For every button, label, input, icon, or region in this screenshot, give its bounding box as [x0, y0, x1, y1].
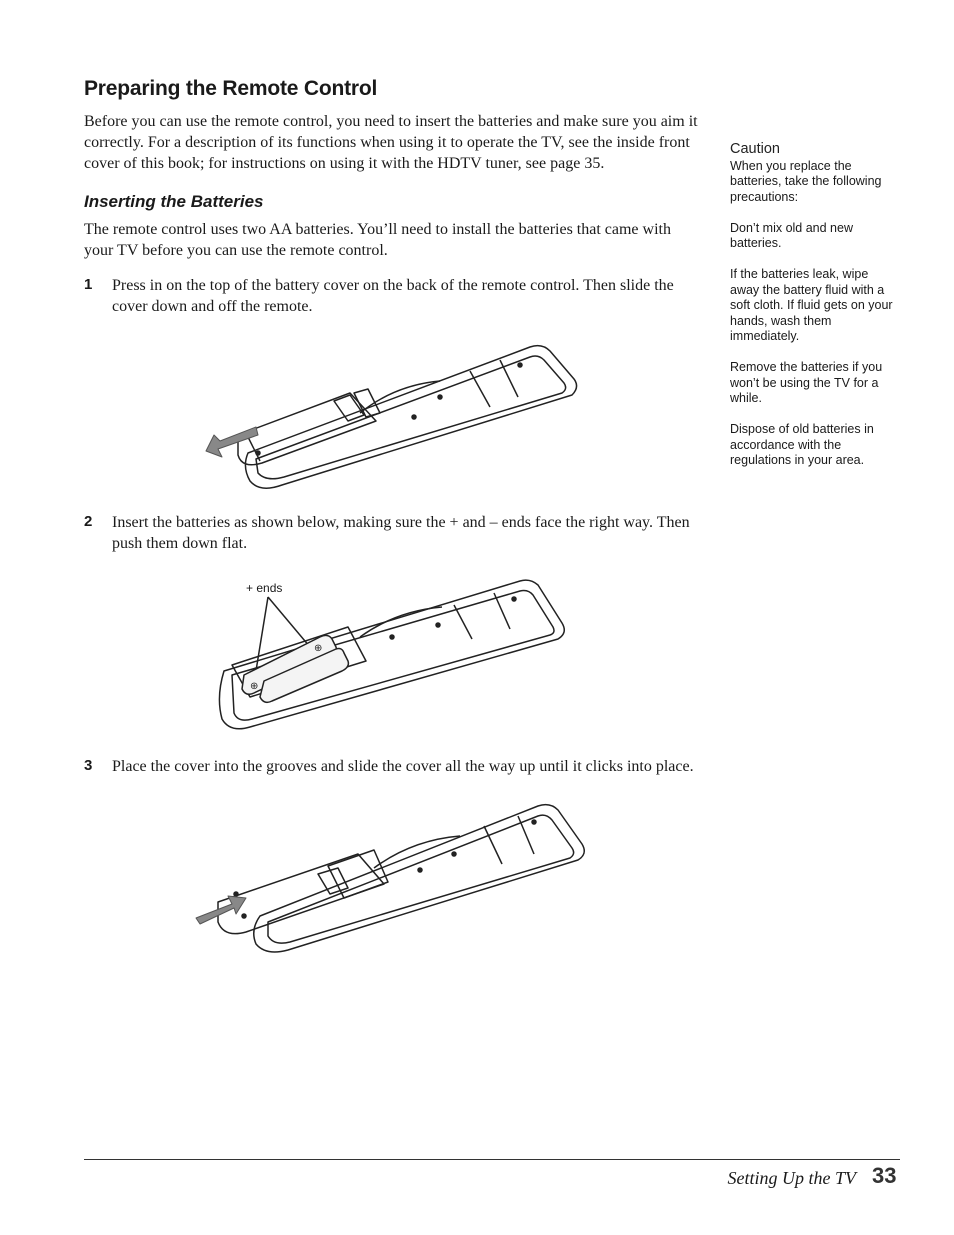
section-intro-paragraph: The remote control uses two AA batteries. You’ll need to install the batteries that came with your TV before you can use the remote control.	[84, 221, 671, 259]
page-number: 33	[872, 1163, 897, 1188]
step-2-text: Insert the batteries as shown below, making sure the + and – ends face the right way. Then push them down flat.	[112, 514, 690, 552]
step-3-number: 3	[84, 757, 93, 774]
caution-paragraph: Remove the batteries if you won’t be using the TV for a while.	[730, 360, 883, 405]
caution-paragraph: When you replace the batteries, take the following precautions:	[730, 158, 882, 204]
step-2-number: 2	[84, 513, 93, 530]
caution-sidebar	[730, 142, 900, 484]
svg-text:⊕: ⊕	[314, 643, 323, 654]
page-title: Preparing the Remote Control	[84, 77, 378, 100]
step-3-text: Place the cover into the grooves and slide the cover all the way up until it clicks into place.	[112, 758, 694, 775]
cover-replacement-illustration	[188, 798, 598, 958]
caution-paragraph: If the batteries leak, wipe away the battery fluid with a soft cloth. If fluid gets on your hands, wash them immediately.	[730, 267, 893, 343]
section-heading: Inserting the Batteries	[84, 192, 264, 211]
plus-ends-label: + ends	[246, 581, 283, 595]
remote-cover-removal-illustration	[200, 335, 590, 500]
footer-divider	[84, 1159, 900, 1160]
svg-text:⊕: ⊕	[250, 681, 259, 692]
battery-insertion-illustration	[210, 575, 580, 735]
footer-section-title: Setting Up the TV	[727, 1168, 856, 1188]
step-1-number: 1	[84, 276, 93, 293]
caution-paragraph: Dispose of old batteries in accordance with the regulations in your area.	[730, 422, 874, 467]
intro-paragraph: Before you can use the remote control, you need to insert the batteries and make sure you aim it correctly. For a description of its functions when using it to operate the TV, see the inside front cover of this book; for instructions on using it with the HDTV tuner, see page 35.	[84, 113, 698, 172]
caution-paragraph: Don’t mix old and new batteries.	[730, 220, 853, 250]
caution-title: Caution	[730, 141, 780, 157]
step-1-text: Press in on the top of the battery cover on the back of the remote control. Then slide the cover down and off the remote.	[112, 277, 674, 315]
